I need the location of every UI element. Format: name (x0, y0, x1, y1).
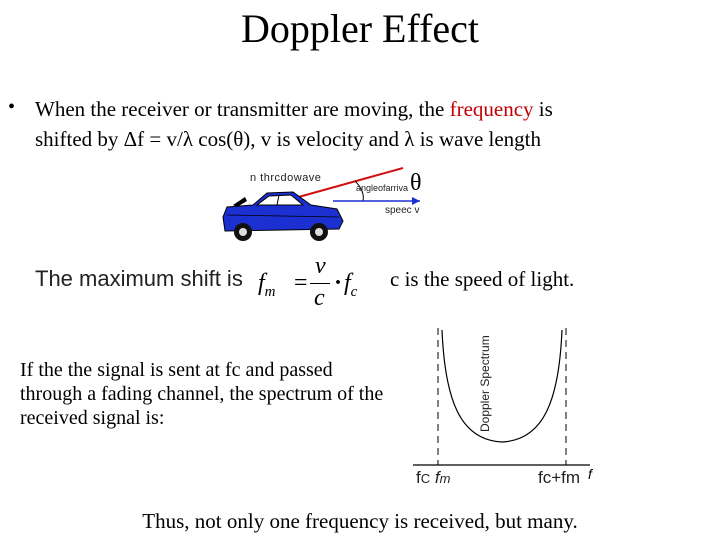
theta-symbol: θ (410, 170, 422, 196)
speed-of-light-note: c is the speed of light. (390, 267, 575, 291)
fading-channel-text: If the the signal is sent at fc and passed through a fading channel, the spectrum of the received signal is: (20, 359, 384, 429)
max-shift-formula: $f_m$ = v c · $f_c$ (258, 253, 358, 311)
slide-title: Doppler Effect (240, 6, 480, 51)
spectrum-right-label: fc+fm (538, 468, 581, 487)
frequency-highlight: frequency (449, 97, 534, 121)
formula-lhs: $f_m$ (258, 270, 276, 300)
fraction-bar (310, 283, 330, 284)
bullet-marker: • (8, 96, 16, 118)
velocity-arrowhead (412, 197, 420, 205)
formula-denominator: c (314, 285, 325, 311)
spectrum-axis-label: f (588, 466, 592, 482)
bullet-line-1-pre: When the receiver or transmitter are moving, the (35, 97, 450, 121)
formula-rhs: $f_c$ (344, 270, 358, 300)
conclusion-text: Thus, not only one frequency is received, but many. (142, 509, 578, 533)
spectrum-curve (442, 330, 562, 442)
formula-equals: = (294, 270, 308, 296)
bullet-line-1 (35, 96, 553, 122)
speed-label: speec v (385, 205, 420, 216)
car-icon (223, 192, 343, 241)
bullet-line-1-post: is (533, 97, 553, 121)
max-shift-label: The maximum shift is (35, 266, 243, 291)
spectrum-y-axis-label: Doppler Spectrum (478, 335, 492, 432)
doppler-spectrum-plot (405, 320, 605, 480)
spectrum-left-label: fC fm (416, 468, 451, 487)
formula-numerator: v (315, 253, 326, 279)
angle-of-arrival-label: angleofarriva (356, 183, 409, 193)
wave-direction-label: n thrcdowave (250, 172, 322, 184)
bullet-line-2: shifted by Δf = v/λ cos(θ), v is velocity and λ is wave length (35, 127, 542, 151)
